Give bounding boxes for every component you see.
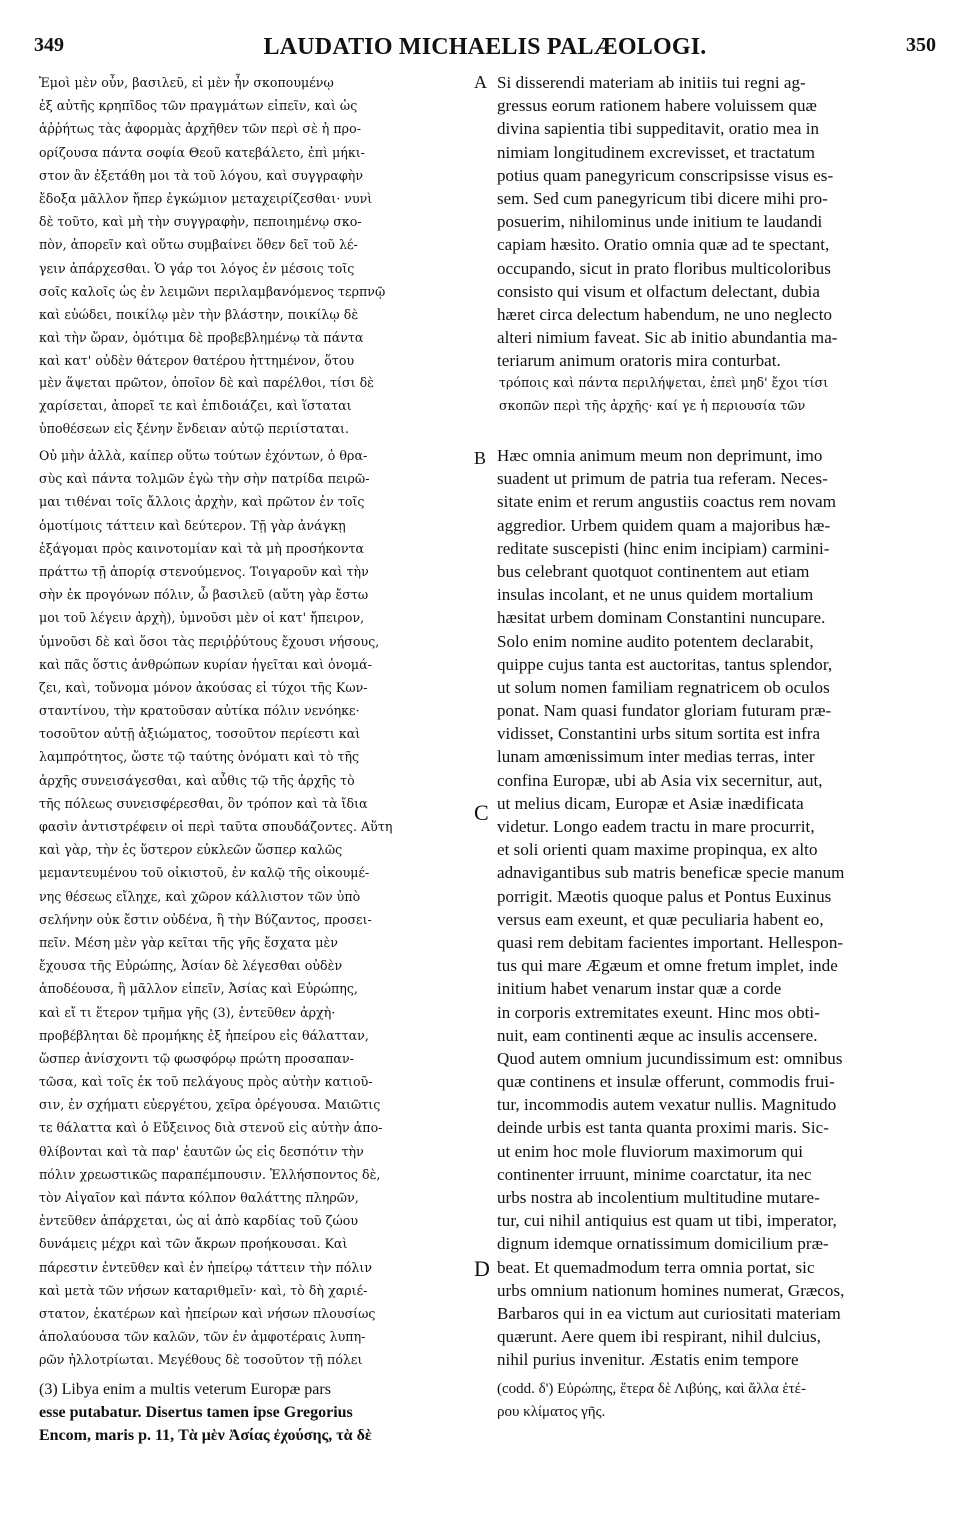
section-marker-b: B bbox=[474, 448, 487, 468]
footnote-line: ρου κλίματος γῆς. bbox=[497, 1404, 606, 1420]
latin-line: insulas incolant, et ne unus quidem mortalium bbox=[497, 585, 814, 605]
greek-line: ζει, καὶ, τοὔνομα μόνον ἀκούσας εἰ τύχοι τῆς Κων- bbox=[39, 679, 368, 695]
greek-line: σιν, ἐν σχήματι εὐεργέτου, χεῖρα ὀρέγουσα. Μαιῶτις bbox=[39, 1097, 381, 1113]
greek-line: τοσοῦτον αὐτῇ ἀξιώματος, τοσοῦτον περίεστι καὶ bbox=[39, 726, 361, 742]
latin-line: bus celebrant quotquot continentem aut etiam bbox=[497, 561, 810, 581]
latin-line: consisto qui visum et olfactum delectant, dubia bbox=[497, 281, 820, 301]
latin-line: ut melius dicam, Europæ et Asiæ inædificata bbox=[497, 793, 804, 813]
latin-line: dignum idemque ornatissimum domicilium præ- bbox=[497, 1234, 829, 1254]
greek-line: σελήνην οὐκ ἔστιν οὐδένα, ἢ τὴν Βύζαντος, προσει- bbox=[39, 911, 372, 927]
latin-line: capiam hæsito. Oratio omnia quæ ad te spectant, bbox=[497, 235, 830, 255]
latin-line: occupando, sicut in prato floribus multicoloribus bbox=[497, 258, 831, 278]
latin-line: quasi rem debitam facientes important. Hellespon- bbox=[497, 932, 844, 952]
latin-line: teriarum animum oratoris mira conturbat. bbox=[497, 351, 781, 371]
footnote-left-column bbox=[39, 1378, 469, 1447]
spanning-line bbox=[39, 417, 929, 440]
latin-line: nimiam longitudinem excrevisset, et tractatum bbox=[497, 142, 816, 162]
spanning-line-left: χαρίσεται, ἀπορεῖ τε καὶ ἐπιδοιάζει, καὶ ἵσταται bbox=[39, 398, 352, 414]
latin-line: hæret circa delectum habendum, ne uno neglecto bbox=[497, 304, 833, 324]
greek-line: ορίζουσα πάντα σοφία Θεοῦ κατεβάλετο, ἐπὶ μήκι- bbox=[39, 144, 365, 160]
greek-line: ἀρχῆς συνεισάγεσθαι, καὶ αὖθις τῷ τῆς ἀρχῆς τὸ bbox=[39, 772, 355, 788]
greek-line: Οὐ μὴν ἀλλὰ, καίπερ οὕτω τούτων ἐχόντων, ὁ θρα- bbox=[39, 448, 368, 463]
greek-line: Ἐμοὶ μὲν οὖν, βασιλεῦ, εἰ μὲν ἦν σκοπουμένῳ bbox=[39, 75, 334, 90]
latin-line: divina sapientia tibi suppeditavit, oratio mea in bbox=[497, 119, 820, 139]
latin-line: ponat. Nam quasi fundator gloriam futuram præ- bbox=[497, 701, 832, 721]
greek-line: σοῖς καλοῖς ὡς ἐν λειμῶνι περιλαμβανόμενος τερπνῷ bbox=[39, 283, 386, 299]
latin-column-1 bbox=[497, 71, 927, 372]
greek-line: λαμπρότητος, ὥστε τῷ ταύτης ὀνόματι καὶ τὸ τῆς bbox=[39, 749, 360, 765]
right-page-number: 350 bbox=[906, 34, 936, 56]
greek-line: σταντίνου, τὴν κρατοῦσαν αὐτίκα πόλιν νενόηκε· bbox=[39, 703, 360, 719]
greek-line: ἀῤῥήτως τὰς ἀφορμὰς ἀρχῆθεν τῶν περὶ σὲ ἡ προ- bbox=[39, 121, 361, 137]
latin-line: quæ continens et insulæ offerunt, commodis frui- bbox=[497, 1072, 835, 1092]
latin-line: beat. Et quemadmodum terra omnia portat, sic bbox=[497, 1257, 815, 1277]
greek-line: τῆς πόλεως συνεισφέρεσθαι, ὃν τρόπον καὶ τὰ ἴδια bbox=[39, 795, 368, 811]
greek-line: πάρεστιν ἐντεῦθεν καὶ ἐν ἠπείρῳ τάττειν τὴν πόλιν bbox=[39, 1259, 373, 1275]
greek-line: ρῶν ἠλλοτρίωται. Μεγέθους δὲ τοσοῦτον τῇ πόλει bbox=[39, 1352, 363, 1368]
latin-line: quippe cujus tanta est auctoritas, tantus splendor, bbox=[497, 654, 833, 674]
greek-line: καὶ γὰρ, τὴν ἐς ὕστερον εὐκλεῶν ὥσπερ καλῶς bbox=[39, 842, 343, 858]
greek-line: ἀποδέουσα, ἢ μᾶλλον εἰπεῖν, Ἀσίας καὶ Εὐρώπης, bbox=[39, 981, 358, 997]
latin-line: videtur. Longo eadem tractu in mare procurrit, bbox=[497, 817, 815, 836]
greek-line: προβέβληται δὲ προμήκης ἐξ ἠπείρου εἰς θάλατταν, bbox=[39, 1027, 369, 1043]
latin-line: tur, incommodis autem vexatur nullis. Magnitudo bbox=[497, 1095, 837, 1115]
greek-line: μεμαντευμένου τοῦ οἰκιστοῦ, ἐν καλῷ τῆς οἰκουμέ- bbox=[39, 865, 370, 881]
greek-line: γειν ἀπάρχεσθαι. Ὁ γάρ τοι λόγος ἐν μέσοις τοῖς bbox=[39, 260, 355, 276]
spanning-line-right: τρόποις καὶ πάντα περιλήψεται, ἐπεὶ μηδ' ἔχοι τίσι bbox=[499, 375, 829, 390]
greek-line: ἐντεῦθεν ἀπάρχεται, ὡς αἱ ἀπὸ καρδίας τοῦ ζώου bbox=[39, 1213, 359, 1229]
greek-line: ἔχουσα τῆς Εὐρώπης, Ἀσίαν δὲ λέγεσθαι οὐδὲν bbox=[39, 958, 343, 974]
left-page-number: 349 bbox=[34, 34, 64, 56]
greek-line: νης θέσεως εἴληχε, καὶ χῶρον κάλλιστον τῶν ὑπὸ bbox=[39, 888, 361, 904]
latin-line: sitate enim et rerum angustiis coactus rem novam bbox=[497, 492, 836, 512]
latin-line: continenter irruunt, minime coarctatur, ita nec bbox=[497, 1164, 812, 1184]
spanning-line-right: σκοπῶν περὶ τῆς ἀρχῆς· καί γε ἡ περιουσία τῶν bbox=[499, 398, 806, 414]
greek-line: πὸν, ἀπορεῖν καὶ οὕτω συμβαίνει ὅθεν δεῖ τοῦ λέ- bbox=[39, 237, 358, 253]
greek-line: πράττω τῇ ἀπορίᾳ στενούμενος. Τοιγαροῦν καὶ τὴν bbox=[39, 563, 369, 579]
running-title: LAUDATIO MICHAELIS PALÆOLOGI. bbox=[263, 34, 707, 60]
greek-line: πόλιν χρεωστικῶς παραπέμπουσιν. Ἑλλήσποντος δὲ, bbox=[39, 1166, 381, 1182]
greek-line: δὲ τοῦτο, καὶ μὴ τὴν συγγραφὴν, πεποιημένῳ σκο- bbox=[39, 214, 362, 230]
latin-line: urbs nostra ab incolentium multitudine mutare- bbox=[497, 1188, 820, 1207]
section-marker-d: D bbox=[474, 1256, 490, 1281]
greek-column-1 bbox=[39, 71, 472, 372]
greek-line: ἀπολαύουσα τῶν καλῶν, τῶν ἐν ἀμφοτέραις λυπη- bbox=[39, 1329, 366, 1345]
latin-line: sem. Sed cum panegyricum tibi dicere mihi pro- bbox=[497, 188, 828, 208]
latin-line: et soli orienti quam maxime propinqua, ex alto bbox=[497, 840, 818, 860]
greek-line: τὸν Αἰγαῖον καὶ πάντα κόλπον θαλάττης πληρῶν, bbox=[39, 1190, 359, 1205]
greek-line: στον ἂν ἐξετάθη μοι τὰ τοῦ λόγου, καὶ συγγραφὴν bbox=[39, 167, 364, 183]
latin-line: Solo enim nomine audito potentem declarabit, bbox=[497, 631, 814, 651]
greek-line: μοι τοῦ λέγειν ἀρχὴ), ὑμνοῦσι μὲν οἱ κατ' ἤπειρον, bbox=[39, 610, 365, 626]
greek-line: δυνάμεις μέχρι καὶ τῶν ἄκρων προήκουσαι. Καὶ bbox=[39, 1236, 348, 1252]
section-marker-a: A bbox=[474, 72, 487, 92]
greek-line: τῶσα, καὶ τοῖς ἐκ τοῦ πελάγους πρὸς αὐτὴν κατιοῦ- bbox=[39, 1074, 373, 1090]
greek-spanning-passage bbox=[39, 371, 929, 441]
latin-line: confina Europæ, ubi ab Asia vix secernitur, aut, bbox=[497, 770, 823, 790]
latin-line: quærunt. Aere quem ibi respirant, nihil dulcius, bbox=[497, 1327, 821, 1347]
greek-line: τε θάλαττα καὶ ὁ Εὔξεινος διὰ στενοῦ εἰς αὐτὴν ἀπο- bbox=[39, 1120, 383, 1136]
footnote-line: (3) Libya enim a multis veterum Europæ pars bbox=[39, 1381, 331, 1398]
greek-line: στατον, ἑκατέρων καὶ ἠπείρων καὶ νήσων πλουσίως bbox=[39, 1305, 376, 1321]
greek-column-2 bbox=[39, 444, 472, 1372]
latin-line: Barbaros qui in ea victum aut curiositati materiam bbox=[497, 1303, 841, 1323]
latin-line: in corporis extremitates exeunt. Hinc mos obti- bbox=[497, 1002, 820, 1022]
latin-line: potius quam panegyricum conscripsisse visus es- bbox=[497, 165, 834, 185]
latin-line: alteri nimium faveat. Sic ab initio abundantia ma- bbox=[497, 328, 838, 348]
section-marker-c: C bbox=[474, 800, 489, 825]
latin-line: posuerim, nihilominus unde initium te laudandi bbox=[497, 212, 823, 232]
spanning-line-left: ὑποθέσεων εἰς ξένην ἔνδειαν αὐτῷ περιίσταται. bbox=[39, 421, 349, 437]
spanning-line bbox=[39, 371, 929, 394]
latin-line: tur, cui nihil antiquius est quam ut tibi, imperator, bbox=[497, 1211, 837, 1231]
greek-line: καὶ τὴν ὥραν, ὁμότιμα δὲ προβεβλημένῳ τὰ πάντα bbox=[39, 330, 364, 346]
greek-line: ἐξάγομαι πρὸς καινοτομίαν καὶ τὰ μὴ προσήκοντα bbox=[39, 540, 365, 556]
footnote-line: (codd. δ') Εὐρώπης, ἕτερα δὲ Λιβύης, καὶ ἄλλα ἑτέ- bbox=[497, 1381, 806, 1397]
greek-line: καὶ κατ' οὐδὲν θάτερον θατέρου ἡττημένον, ὅτου bbox=[39, 353, 355, 369]
latin-line: nihil purius invenitur. Æstatis enim tempore bbox=[497, 1350, 799, 1370]
latin-column-2 bbox=[497, 444, 927, 1372]
greek-line: ὥσπερ ἀνίσχοντι τῷ φωσφόρῳ πρώτη προσαπαν- bbox=[39, 1050, 354, 1066]
latin-line: ut solum nomen familiam regnatricem ob oculos bbox=[497, 677, 830, 697]
greek-line: καὶ εὐώδει, ποικίλῳ μὲν τὴν βλάστην, ποικίλῳ δὲ bbox=[39, 306, 359, 322]
greek-line: καὶ πᾶς ὅστις ἀνθρώπων κυρίαν ἡγεῖται καὶ ὀνομά- bbox=[39, 656, 372, 672]
greek-line: καὶ μετὰ τῶν νήσων καταριθμεῖν· καὶ, τὸ δὴ χαριέ- bbox=[39, 1282, 368, 1298]
greek-line: ὁμοτίμοις τάττειν καὶ δεύτερον. Τῇ γὰρ ἀνάγκῃ bbox=[39, 517, 346, 533]
latin-line: Hæc omnia animum meum non deprimunt, imo bbox=[497, 446, 823, 465]
greek-line: φασὶν ἀντιστρέφειν οἱ περὶ ταῦτα σπουδάζοντες. Αὕτη bbox=[39, 819, 393, 834]
latin-line: urbs omnium nationum homines numerat, Græcos, bbox=[497, 1280, 845, 1300]
latin-line: reditate suscepisti (hinc enim incipiam) carmini- bbox=[497, 538, 830, 558]
latin-line: nuit, eam continenti æque ac insulis accensere. bbox=[497, 1025, 818, 1045]
latin-line: vidisset, Constantini urbs situm sortita est infra bbox=[497, 724, 821, 744]
latin-line: initium habet venarum instar quæ a corde bbox=[497, 979, 782, 999]
greek-line: μαι τιθέναι τοῖς ἄλλοις ἀρχὴν, καὶ πρῶτον ἐν τοῖς bbox=[39, 494, 365, 510]
latin-line: gressus eorum rationem habere voluissem quæ bbox=[497, 96, 817, 116]
footnote-line: esse putabatur. Disertus tamen ipse Gregorius bbox=[39, 1404, 353, 1421]
greek-line: ἐξ αὐτῆς κρηπῖδος τῶν πραγμάτων εἰπεῖν, καὶ ὡς bbox=[39, 98, 358, 114]
spanning-line-left: μὲν ἅψεται πρῶτον, ὁποῖον δὲ καὶ παρέλθοι, τίσι δὲ bbox=[39, 375, 374, 390]
latin-line: ut enim hoc mole fluviorum maximorum qui bbox=[497, 1141, 804, 1161]
latin-line: Si disserendi materiam ab initiis tui regni ag- bbox=[497, 73, 806, 92]
greek-line: πεῖν. Μέση μὲν γὰρ κεῖται τῆς γῆς ἔσχατα μὲν bbox=[39, 934, 338, 950]
latin-line: aggredior. Urbem quidem quam a majoribus hæ- bbox=[497, 515, 831, 535]
greek-line: σὺς καὶ πάντα τολμῶν ἐγὼ τὴν σὴν πατρίδα πειρῶ- bbox=[39, 471, 370, 487]
footnote-right-column bbox=[497, 1378, 927, 1424]
greek-line: καὶ εἴ τι ἕτερον τμῆμα γῆς (3), ἐντεῦθεν ἀρχὴ· bbox=[39, 1004, 336, 1020]
latin-line: hæsitat urbem dominam Constantini nuncupare. bbox=[497, 608, 826, 628]
greek-line: ὑμνοῦσι δὲ καὶ ὅσοι τὰς περιῤῥύτους ἔχουσι νήσους, bbox=[39, 633, 380, 649]
greek-line: θλίβονται καὶ τὰ παρ' ἑαυτῶν ὡς εἰς δεσπότιν τὴν bbox=[39, 1143, 364, 1159]
latin-line: lunam amœnissimum inter medias terras, inter bbox=[497, 747, 815, 767]
footnote-line: Encom, maris p. 11, Τὰ μὲν Ἀσίας ἐχούσης, τὰ δὲ bbox=[39, 1427, 372, 1444]
latin-line: deinde urbis est tanta quanta proximi maris. Sic- bbox=[497, 1118, 829, 1138]
latin-line: Quod autem omnium jucundissimum est: omnibus bbox=[497, 1048, 843, 1068]
latin-line: suadent ut primum de patria tua referam. Neces- bbox=[497, 469, 828, 489]
latin-line: versus eam exeunt, et quæ peculiaria habent eo, bbox=[497, 909, 824, 929]
latin-line: adnavigantibus sub matris beneficæ specie manum bbox=[497, 863, 845, 883]
latin-line: porrigit. Mæotis quoque palus et Pontus Euxinus bbox=[497, 886, 832, 906]
greek-line: σὴν ἐκ προγόνων πόλιν, ὦ βασιλεῦ (αὕτη γὰρ ἔστω bbox=[39, 587, 369, 603]
greek-line: ἔδοξα μᾶλλον ἤπερ ἐγκώμιον μεταχειρίζεσθαι· νυνὶ bbox=[39, 190, 373, 206]
page-header bbox=[34, 34, 936, 62]
latin-line: tus qui mare Ægæum et omne fretum implet, inde bbox=[497, 956, 838, 976]
spanning-line bbox=[39, 394, 929, 417]
